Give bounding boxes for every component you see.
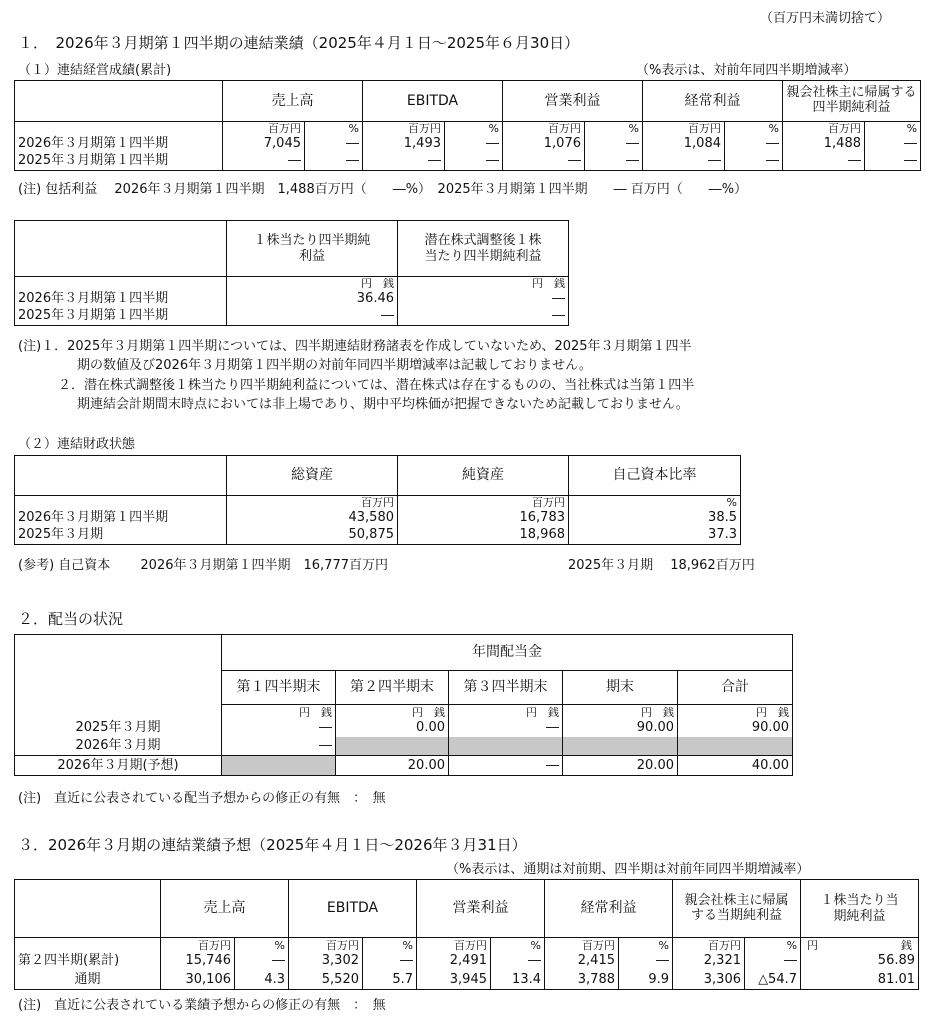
header-net-assets: 純資産 — [398, 456, 569, 496]
unit-m: 百万円 — [398, 496, 569, 509]
unit-p: % — [865, 122, 921, 135]
unit-p: % — [585, 122, 643, 135]
cell-value: ― — [222, 719, 336, 737]
cell-value: ― — [491, 952, 545, 971]
row-label: 2025年３月期 — [15, 527, 227, 545]
header-operating-income: 営業利益 — [417, 880, 545, 938]
cell-value: ― — [585, 153, 643, 171]
cell-value: ― — [643, 153, 725, 171]
cell-value: ― — [745, 952, 801, 971]
unit-p: % — [619, 938, 673, 952]
eps-note-line-2: 期の数値及び2026年３月期第１四半期の対前年同四半期増減率は記載しておりません。 — [77, 358, 592, 373]
row-label: 2026年３月期(予想) — [15, 756, 222, 776]
row-label: 通期 — [15, 971, 161, 990]
header-year-end: 期末 — [563, 671, 678, 705]
cell-shaded — [563, 737, 678, 756]
cell-value: 16,783 — [398, 509, 569, 527]
header-net-income: 親会社株主に帰属する当期純利益 — [673, 880, 801, 938]
unit-blank — [15, 938, 161, 952]
row-label: 2026年３月期 — [15, 737, 222, 756]
cell-shaded — [222, 756, 336, 776]
unit-blank — [15, 277, 227, 290]
cell-value: ― — [725, 153, 783, 171]
header-blank — [15, 81, 223, 122]
header-equity-ratio: 自己資本比率 — [569, 456, 741, 496]
cell-value: ― — [865, 153, 921, 171]
cell-value: 2,491 — [417, 952, 491, 971]
cell-value: 1,493 — [363, 135, 445, 153]
cell-value: 90.00 — [563, 719, 678, 737]
header-eps: １株当たり当期純利益 — [801, 880, 919, 938]
cell-value: 1,076 — [503, 135, 585, 153]
cell-value: 36.46 — [227, 290, 398, 308]
unit-p: % — [305, 122, 363, 135]
unit-m: 百万円 — [783, 122, 865, 135]
cell-shaded — [449, 737, 563, 756]
cell-value: ― — [398, 290, 569, 308]
cell-value: ― — [445, 135, 503, 153]
financial-position-table — [14, 455, 741, 545]
cell-value: ― — [222, 737, 336, 756]
unit-yen: 円 銭 — [398, 277, 569, 290]
unit-m: 百万円 — [643, 122, 725, 135]
eps-note-line-4: 期連結会計期間末時点においては非上場であり、期中平均株価が把握できないため記載しておりません。 — [77, 397, 689, 412]
cell-value: ― — [235, 952, 289, 971]
row-label: 2026年３月期第１四半期 — [15, 135, 223, 153]
cell-value: 20.00 — [336, 756, 449, 776]
unit-yen-label: 円 — [807, 938, 819, 952]
header-ebitda: EBITDA — [289, 880, 417, 938]
section-1-sub2: （２）連結財政状態 — [18, 437, 136, 452]
header-eps: １株当たり四半期純利益 — [227, 221, 398, 277]
cell-value: 1,488 — [783, 135, 865, 153]
equity-ref-note-a: (参考) 自己資本 2026年３月期第１四半期 16,777百万円 — [18, 558, 388, 573]
unit-m: 百万円 — [417, 938, 491, 952]
forecast-note: (注) 直近に公表されている業績予想からの修正の有無 ： 無 — [18, 998, 386, 1013]
unit-m: 百万円 — [503, 122, 585, 135]
unit-blank — [15, 705, 222, 719]
unit-sen-label: 銭 — [901, 938, 913, 952]
section-3-pct-note: （%表示は、通期は対前期、四半期は対前年同四半期増減率） — [446, 862, 810, 877]
unit-m: 百万円 — [161, 938, 235, 952]
cell-value: 5.7 — [363, 971, 417, 990]
cell-value: 4.3 — [235, 971, 289, 990]
section-1-pct-note: （%表示は、対前年同四半期増減率） — [636, 63, 857, 78]
unit-m: 百万円 — [545, 938, 619, 952]
dividend-table — [14, 634, 793, 776]
cell-value: 3,788 — [545, 971, 619, 990]
header-blank — [15, 635, 222, 705]
cell-value: ― — [585, 135, 643, 153]
row-label: 2025年３月期第１四半期 — [15, 153, 223, 171]
header-operating-income: 営業利益 — [503, 81, 643, 122]
unit-p: % — [491, 938, 545, 952]
unit-yen: 円 銭 — [222, 705, 336, 719]
header-total-assets: 総資産 — [227, 456, 398, 496]
cell-value: 90.00 — [678, 719, 793, 737]
section-1-sub1: （１）連結経営成績(累計) — [18, 63, 172, 78]
cell-shaded — [336, 737, 449, 756]
header-annual-dividend: 年間配当金 — [222, 635, 793, 671]
unit-blank — [15, 122, 223, 135]
cell-value: ― — [227, 308, 398, 326]
cell-value: ― — [363, 952, 417, 971]
unit-yen: 円 銭 — [678, 705, 793, 719]
row-label: 2026年３月期第１四半期 — [15, 290, 227, 308]
header-diluted-eps: 潜在株式調整後１株当たり四半期純利益 — [398, 221, 569, 277]
unit-m: 百万円 — [223, 122, 305, 135]
unit-p: % — [363, 938, 417, 952]
cell-value: ― — [445, 153, 503, 171]
header-ordinary-income: 経常利益 — [545, 880, 673, 938]
header-blank — [15, 880, 161, 938]
cell-value: 37.3 — [569, 527, 741, 545]
cell-value: 0.00 — [336, 719, 449, 737]
unit-p: % — [235, 938, 289, 952]
unit-m: 百万円 — [289, 938, 363, 952]
dividend-note: (注) 直近に公表されている配当予想からの修正の有無 ： 無 — [18, 791, 386, 806]
equity-ref-note-b: 2025年３月期 18,962百万円 — [568, 558, 755, 573]
cell-value: ― — [305, 153, 363, 171]
forecast-table — [14, 879, 919, 990]
unit-p: % — [569, 496, 741, 509]
eps-note-line-3: ２．潜在株式調整後１株当たり四半期純利益については、潜在株式は存在するものの、当社株式は当第１四半 — [58, 378, 695, 393]
unit-p: % — [445, 122, 503, 135]
section-3-title: ３．2026年３月期の連結業績予想（2025年４月１日～2026年３月31日） — [18, 836, 527, 854]
cell-value: △54.7 — [745, 971, 801, 990]
cell-value: ― — [363, 153, 445, 171]
unit-m: 百万円 — [363, 122, 445, 135]
cell-value: 3,945 — [417, 971, 491, 990]
row-label: 2025年３月期第１四半期 — [15, 308, 227, 326]
unit-note: （百万円未満切捨て） — [760, 11, 891, 26]
header-net-income: 親会社株主に帰属する四半期純利益 — [783, 81, 921, 122]
unit-blank — [15, 496, 227, 509]
cell-value: 20.00 — [563, 756, 678, 776]
unit-m: 百万円 — [673, 938, 745, 952]
cell-shaded — [678, 737, 793, 756]
cell-value: 56.89 — [801, 952, 919, 971]
unit-yen — [801, 938, 919, 952]
cell-value: 38.5 — [569, 509, 741, 527]
unit-yen: 円 銭 — [227, 277, 398, 290]
cell-value: ― — [865, 135, 921, 153]
cell-value: 5,520 — [289, 971, 363, 990]
header-total: 合計 — [678, 671, 793, 705]
header-sales: 売上高 — [223, 81, 363, 122]
header-q2-end: 第２四半期末 — [336, 671, 449, 705]
comprehensive-income-note: (注) 包括利益 2026年３月期第１四半期 1,488百万円（ ―%） 2025年３月期第１四半期 ― 百万円（ ―%） — [18, 182, 748, 197]
row-label: 第２四半期(累計) — [15, 952, 161, 971]
cell-value: 81.01 — [801, 971, 919, 990]
header-blank — [15, 456, 227, 496]
header-blank — [15, 221, 227, 277]
header-sales: 売上高 — [161, 880, 289, 938]
cell-value: ― — [783, 153, 865, 171]
header-ordinary-income: 経常利益 — [643, 81, 783, 122]
cell-value: ― — [725, 135, 783, 153]
operating-results-table — [14, 80, 921, 171]
unit-yen: 円 銭 — [449, 705, 563, 719]
unit-yen: 円 銭 — [336, 705, 449, 719]
section-1-title: １． 2026年３月期第１四半期の連結業績（2025年４月１日～2025年６月30日） — [18, 34, 580, 52]
cell-value: ― — [503, 153, 585, 171]
eps-note-line-1: (注)１．2025年３月期第１四半期については、四半期連結財務諸表を作成していないため、2025年３月期第１四半 — [18, 339, 692, 354]
cell-value: 15,746 — [161, 952, 235, 971]
cell-value: 50,875 — [227, 527, 398, 545]
cell-value: 30,106 — [161, 971, 235, 990]
cell-value: ― — [398, 308, 569, 326]
cell-value: ― — [449, 719, 563, 737]
unit-yen: 円 銭 — [563, 705, 678, 719]
cell-value: 3,302 — [289, 952, 363, 971]
header-q1-end: 第１四半期末 — [222, 671, 336, 705]
section-2-title: ２．配当の状況 — [18, 610, 124, 628]
cell-value: 3,306 — [673, 971, 745, 990]
header-q3-end: 第３四半期末 — [449, 671, 563, 705]
row-label: 2025年３月期 — [15, 719, 222, 737]
cell-value: ― — [619, 952, 673, 971]
cell-value: ― — [305, 135, 363, 153]
cell-value: ― — [449, 756, 563, 776]
cell-value: 2,321 — [673, 952, 745, 971]
cell-value: 7,045 — [223, 135, 305, 153]
cell-value: 43,580 — [227, 509, 398, 527]
cell-value: 9.9 — [619, 971, 673, 990]
row-label: 2026年３月期第１四半期 — [15, 509, 227, 527]
cell-value: 13.4 — [491, 971, 545, 990]
header-ebitda: EBITDA — [363, 81, 503, 122]
unit-p: % — [745, 938, 801, 952]
cell-value: ― — [223, 153, 305, 171]
eps-table — [14, 220, 569, 326]
cell-value: 40.00 — [678, 756, 793, 776]
unit-p: % — [725, 122, 783, 135]
unit-m: 百万円 — [227, 496, 398, 509]
cell-value: 18,968 — [398, 527, 569, 545]
cell-value: 2,415 — [545, 952, 619, 971]
cell-value: 1,084 — [643, 135, 725, 153]
